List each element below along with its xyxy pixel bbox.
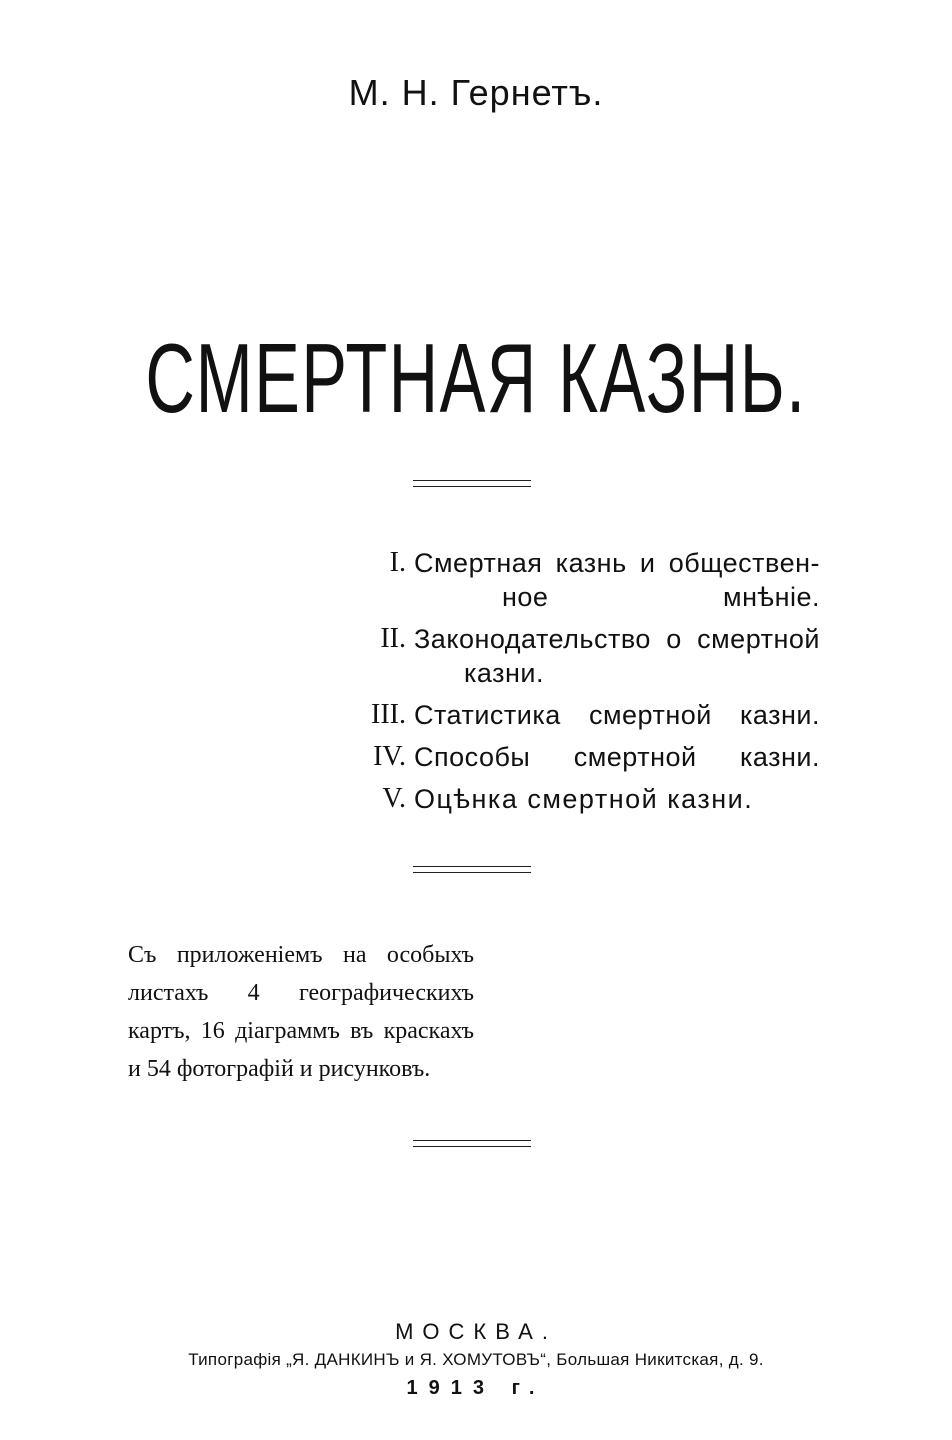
contents-item [356,546,820,614]
contents-text: Оцѣнка смертной казни. [414,784,754,814]
contents-item [356,622,820,690]
imprint-press: Типографія „Я. ДАНКИНЪ и Я. ХОМУТОВЪ“, Большая Никитская, д. 9. [188,1350,764,1369]
contents-number: I. [389,547,406,578]
appendix-line: и 54 фотографій и рисунковъ. [128,1056,431,1082]
imprint-city: МОСКВА. [395,1319,557,1344]
contents-line: ное мнѣніе. [502,582,820,612]
contents-line: казни. [464,658,544,688]
contents-text: Статистика смертной казни. [414,700,820,730]
appendix-line: Съ приложеніемъ на особыхъ [128,942,474,968]
divider-rule-1 [413,480,531,490]
contents-text [414,622,820,690]
imprint [0,1318,952,1402]
contents-number: V. [382,783,406,814]
contents-number: III. [371,699,406,730]
contents-item [356,782,820,816]
divider-rule-2 [413,866,531,876]
appendix-line: картъ, 16 діаграммъ въ краскахъ [128,1018,474,1044]
contents-item [356,740,820,774]
appendix-line: листахъ 4 географическихъ [128,980,474,1006]
book-title: СМЕРТНАЯ КАЗНЬ. [145,323,807,433]
contents-number: II. [380,623,406,654]
contents-line: Смертная казнь и обществен- [414,548,820,578]
imprint-year: 1913 г. [406,1377,546,1399]
contents-item [356,698,820,732]
table-of-contents [356,546,820,824]
contents-line: Законодательство о смертной [414,624,820,654]
contents-text: Способы смертной казни. [414,742,820,772]
divider-rule-3 [413,1140,531,1150]
contents-text [414,546,820,614]
contents-number: IV. [373,741,406,772]
author-name: М. Н. Гернетъ. [348,72,604,113]
appendix-note [128,936,474,1088]
